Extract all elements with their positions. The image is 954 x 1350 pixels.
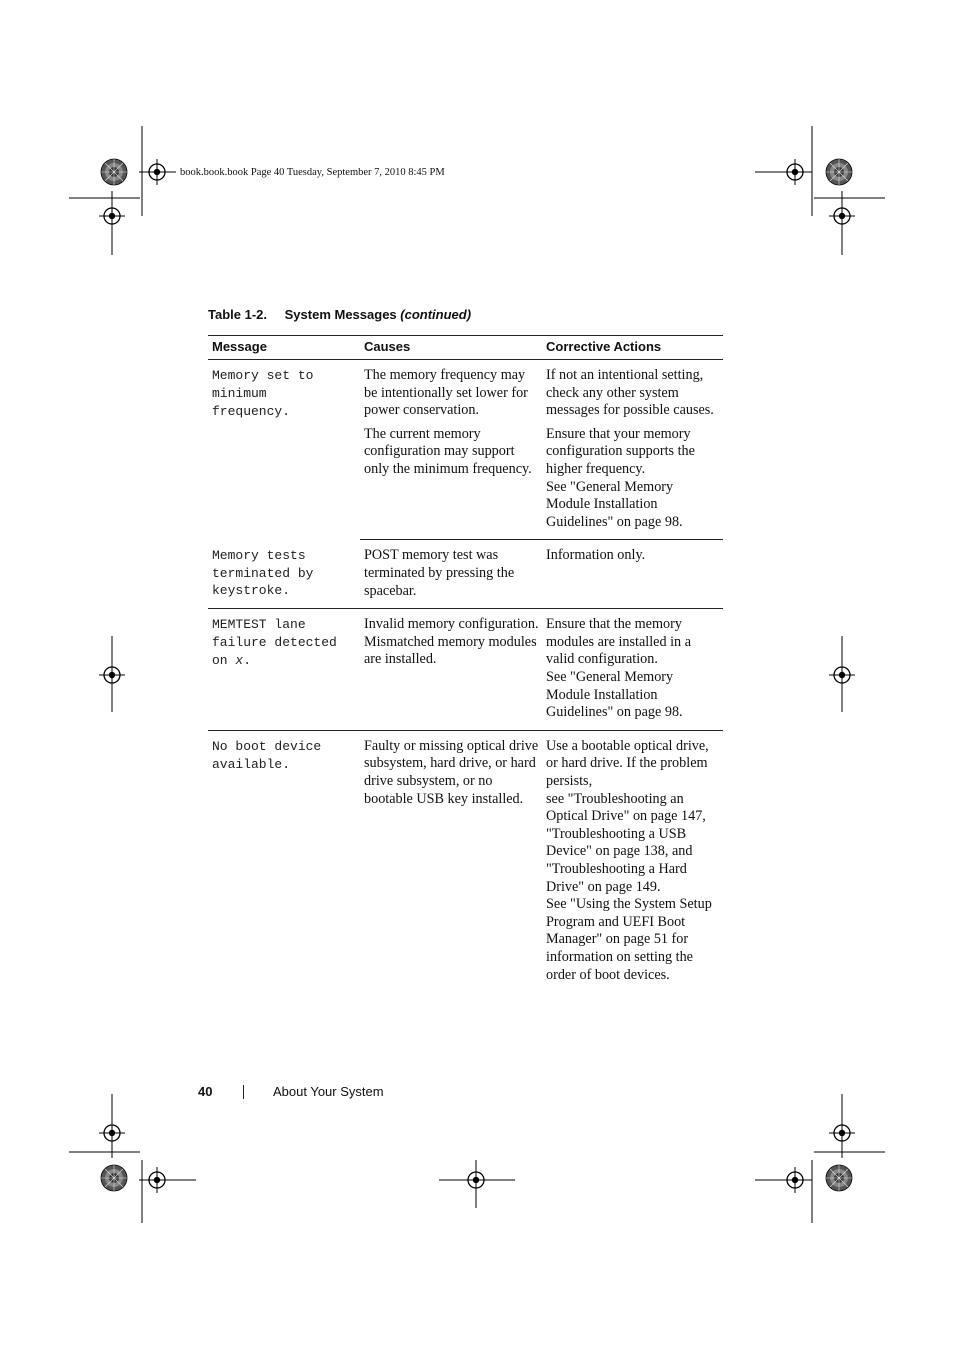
action-text: If not an intentional setting, check any other system messages for possible causes. bbox=[546, 367, 714, 419]
action-text: See "General Memory Module Installation Guidelines" on page 98. bbox=[546, 478, 683, 530]
table-caption bbox=[208, 307, 471, 322]
action-text: Ensure that the memory modules are installed in a valid configuration. bbox=[546, 616, 691, 668]
action-cell bbox=[542, 360, 723, 426]
footer-separator bbox=[243, 1085, 244, 1099]
table-header-row bbox=[208, 336, 723, 360]
action-cell bbox=[542, 540, 723, 609]
table-row bbox=[208, 609, 723, 731]
system-messages-table bbox=[208, 335, 723, 992]
table-row bbox=[208, 540, 723, 609]
action-cell bbox=[542, 426, 723, 540]
table-row bbox=[208, 730, 723, 992]
column-header-causes: Causes bbox=[360, 336, 542, 360]
action-text: see "Troubleshooting an Optical Drive" on page 147, "Troubleshooting a USB Device" on page 138, and "Troubleshooting a Hard Drive" on page 149. bbox=[546, 790, 706, 895]
message-cell: Memory set to minimum frequency. bbox=[212, 368, 314, 419]
cause-cell: The memory frequency may be intentionally set lower for power conservation. bbox=[364, 367, 528, 419]
page-number: 40 bbox=[198, 1084, 213, 1099]
message-text-end: . bbox=[243, 652, 252, 668]
action-text: See "General Memory Module Installation Guidelines" on page 98. bbox=[546, 669, 683, 721]
table-caption-label: Table 1-2. bbox=[208, 307, 268, 322]
cause-cell: The current memory configuration may support only the minimum frequency. bbox=[360, 426, 542, 540]
action-text: Ensure that your memory configuration supports the higher frequency. bbox=[546, 425, 695, 477]
action-text: Information only. bbox=[546, 547, 646, 564]
action-text: See "Using the System Setup Program and UEFI Boot Manager" on page 51 for information on setting the order of boot devices. bbox=[546, 896, 712, 983]
message-variable: x bbox=[235, 652, 244, 668]
table-caption-continued: (continued) bbox=[400, 307, 472, 322]
action-text: Use a bootable optical drive, or hard drive. If the problem persists, bbox=[546, 737, 709, 789]
action-cell bbox=[542, 609, 723, 731]
column-header-corrective-actions: Corrective Actions bbox=[542, 336, 723, 360]
print-header-info: book.book.book Page 40 Tuesday, September 7, 2010 8:45 PM bbox=[180, 167, 445, 178]
message-cell: Memory tests terminated by keystroke. bbox=[208, 540, 360, 609]
cause-cell: Invalid memory configuration. Mismatched memory modules are installed. bbox=[360, 609, 542, 731]
action-cell bbox=[542, 730, 723, 992]
message-text: MEMTEST lane failure detected on bbox=[212, 617, 337, 668]
cause-cell: POST memory test was terminated by pressing the spacebar. bbox=[360, 540, 542, 609]
message-cell: No boot device available. bbox=[212, 738, 322, 772]
message-cell bbox=[208, 609, 360, 731]
cause-cell: Faulty or missing optical drive subsystem, hard drive, or hard drive subsystem, or no bootable USB key installed. bbox=[364, 737, 539, 807]
footer-section-title: About Your System bbox=[273, 1084, 384, 1099]
table-caption-title: System Messages bbox=[284, 307, 397, 322]
column-header-message: Message bbox=[208, 336, 360, 360]
table-row bbox=[208, 360, 723, 426]
